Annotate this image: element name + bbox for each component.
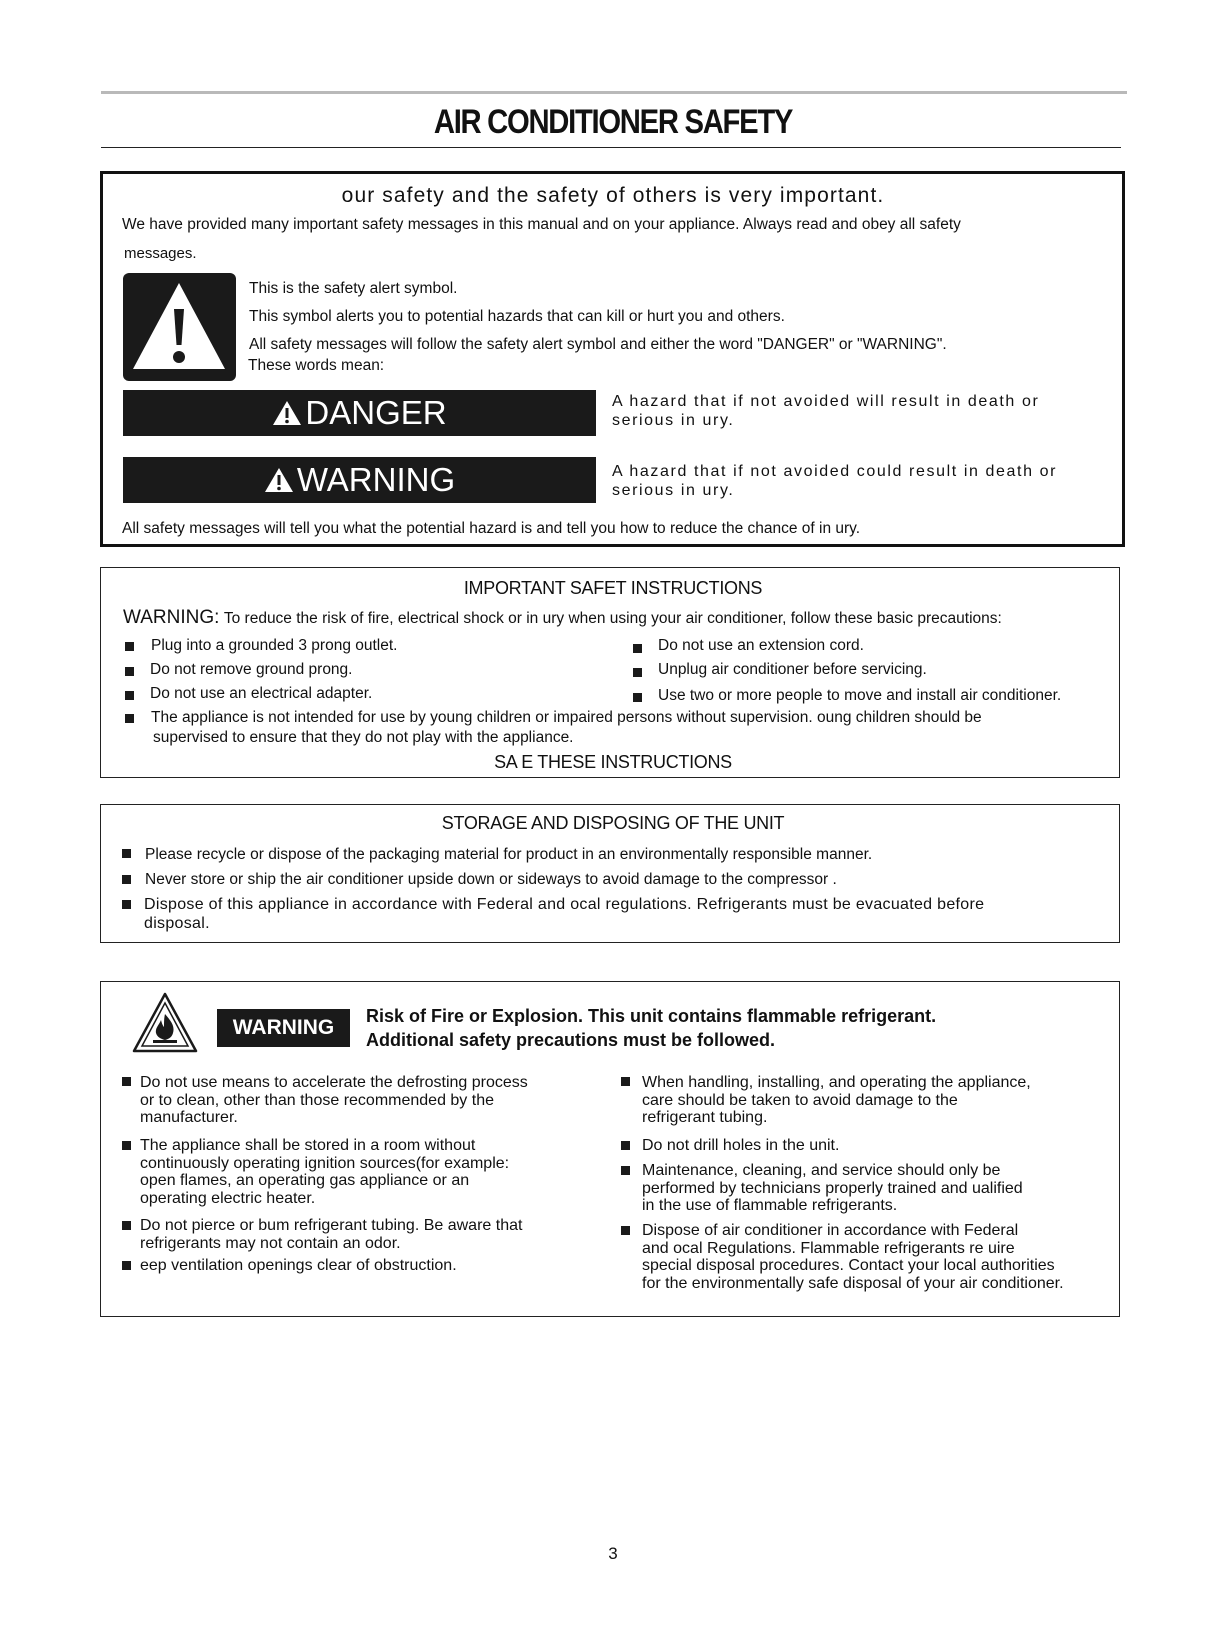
danger-text-1: A hazard that if not avoided will result in death or [612,393,1040,410]
bullet [125,714,134,723]
item-line: for the environmentally safe disposal of your air conditioner. [642,1274,1064,1292]
symbol-line-1: This is the safety alert symbol. [249,280,458,297]
bullet [621,1166,630,1175]
storage-item: Never store or ship the air conditioner upside down or sideways to avoid damage to the compressor . [145,871,837,888]
bullet [122,1221,131,1230]
flammable-item [140,1137,509,1207]
bullet [122,1141,131,1150]
item-line: performed by technicians properly trained and ualified [642,1179,1023,1197]
safety-alert-icon [123,273,236,381]
warning-text-2: serious in ury. [612,482,735,499]
safety-heading: our safety and the safety of others is very important. [341,184,885,207]
danger-label: DANGER [305,394,447,431]
bullet [621,1226,630,1235]
save-instructions: SA E THESE INSTRUCTIONS [494,752,732,772]
instruction-item-line-1: The appliance is not intended for use by young children or impaired persons without supervision. oung children should be [151,709,982,726]
symbol-line-4: These words mean: [248,357,385,374]
item-line: The appliance shall be stored in a room without [140,1137,476,1154]
flammable-item [140,1074,528,1127]
flammable-headline-1: Risk of Fire or Explosion. This unit contains flammable refrigerant. [366,1006,937,1026]
safety-footer: All safety messages will tell you what the potential hazard is and tell you how to reduce the chance of in ury. [122,520,861,537]
storage-item-line-1: Dispose of this appliance in accordance with Federal and ocal regulations. Refrigerants must be evacuated before [144,896,985,913]
instructions-warning-word: WARNING: [123,607,220,628]
danger-alert-icon [272,400,302,426]
bullet [633,644,642,653]
item-line: care should be taken to avoid damage to the [642,1091,958,1109]
item-line: Maintenance, cleaning, and service should only be [642,1162,1001,1179]
flammable-warning-icon [131,991,199,1059]
bullet [621,1141,630,1150]
item-line: refrigerant tubing. [642,1109,768,1126]
item-line: manufacturer. [140,1109,238,1126]
item-line: Do not use means to accelerate the defrosting process [140,1074,528,1091]
instruction-item: Unplug air conditioner before servicing. [658,661,927,678]
top-rule [101,91,1127,94]
item-line: refrigerants may not contain an odor. [140,1234,401,1252]
item-line: or to clean, other than those recommended by the [140,1091,494,1109]
bullet [122,875,131,884]
item-line: Do not pierce or bum refrigerant tubing. Be aware that [140,1217,523,1234]
flammable-headline-2: Additional safety precautions must be followed. [366,1030,776,1050]
item-line: Do not drill holes in the unit. [642,1137,840,1154]
item-line: in the use of flammable refrigerants. [642,1197,898,1214]
page-title: AIR CONDITIONER SAFETY [433,103,793,141]
flammable-item [642,1074,1031,1127]
flammable-item [140,1217,522,1252]
item-line: open flames, an operating gas appliance or an [140,1172,470,1189]
storage-heading: STORAGE AND DISPOSING OF THE UNIT [441,813,785,833]
intro-line-2: messages. [124,245,197,262]
bullet [122,849,131,858]
storage-item-line-2: disposal. [144,915,210,932]
item-line: continuously operating ignition sources(for example: [140,1154,510,1172]
intro-line-1: We have provided many important safety messages in this manual and on your appliance. Always read and obey all safety [122,216,961,233]
bullet [122,1077,131,1086]
flammable-item [140,1257,457,1275]
item-line: eep ventilation openings clear of obstruction. [140,1257,457,1274]
title-rule [101,147,1121,148]
item-line: Dispose of air conditioner in accordance with Federal [642,1222,1019,1239]
bullet [125,642,134,651]
storage-item: Please recycle or dispose of the packaging material for product in an environmentally responsible manner. [145,846,873,863]
item-line: When handling, installing, and operating the appliance, [642,1074,1031,1091]
bullet [122,900,131,909]
instruction-item: Plug into a grounded 3 prong outlet. [151,637,398,654]
symbol-line-3: All safety messages will follow the safety alert symbol and either the word "DANGER" or "WARNING". [249,336,947,353]
bullet [122,1261,131,1270]
danger-banner [123,390,596,436]
instructions-heading: IMPORTANT SAFET INSTRUCTIONS [463,578,763,598]
warning-label: WARNING [296,461,456,498]
item-line: special disposal procedures. Contact your local authorities [642,1257,1055,1274]
flammable-item [642,1162,1023,1215]
page-number: 3 [608,1544,618,1563]
warning-text-1: A hazard that if not avoided could result in death or [612,463,1058,480]
bullet [125,691,134,700]
bullet [125,667,134,676]
instructions-warning-text: To reduce the risk of fire, electrical shock or in ury when using your air conditioner, follow these basic precautions: [223,610,1002,627]
instruction-item: Do not use an electrical adapter. [150,685,373,702]
warning-banner [123,457,596,503]
flammable-item [642,1137,839,1155]
instructions-warning [123,607,1002,629]
instruction-item: Do not remove ground prong. [150,661,353,678]
danger-text-2: serious in ury. [612,412,735,429]
flammable-warning-label: WARNING [217,1009,350,1047]
instruction-item: Do not use an extension cord. [658,637,864,654]
warning-alert-icon [264,467,294,493]
item-line: and ocal Regulations. Flammable refrigerants re uire [642,1239,1015,1257]
bullet [633,693,642,702]
flammable-item [642,1222,1064,1292]
symbol-line-2: This symbol alerts you to potential hazards that can kill or hurt you and others. [249,308,785,325]
bullet [621,1077,630,1086]
instruction-item: Use two or more people to move and install air conditioner. [658,687,1062,704]
instruction-item-line-2: supervised to ensure that they do not play with the appliance. [153,729,574,746]
bullet [633,668,642,677]
item-line: operating electric heater. [140,1189,316,1207]
